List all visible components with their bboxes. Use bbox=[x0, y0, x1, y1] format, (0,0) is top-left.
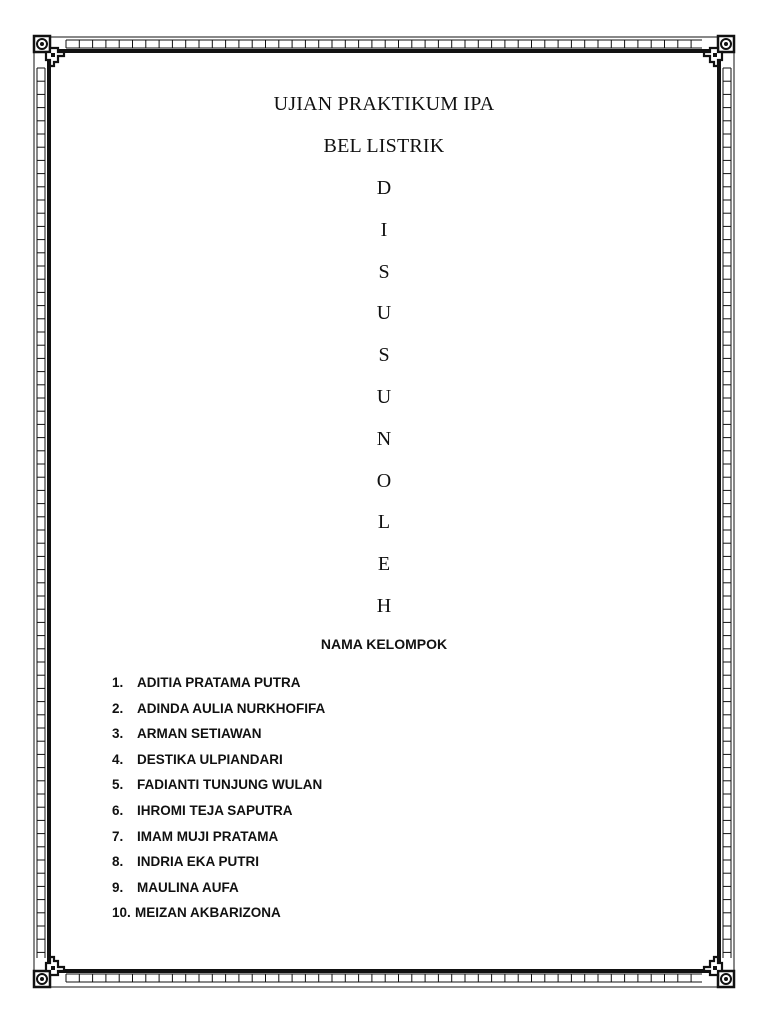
member-name: ADINDA AULIA NURKHOFIFA bbox=[137, 700, 326, 716]
member-name: INDRIA EKA PUTRI bbox=[137, 854, 260, 870]
vertical-letter: H bbox=[376, 594, 392, 617]
corner-ornament bbox=[704, 36, 734, 66]
vertical-letter: D bbox=[376, 177, 392, 199]
member-number: 6. bbox=[112, 802, 124, 818]
list-item bbox=[112, 853, 325, 879]
list-item bbox=[112, 904, 325, 930]
member-name: MEIZAN AKBARIZONA bbox=[135, 905, 281, 921]
vertical-letters bbox=[0, 176, 768, 636]
member-name: MAULINA AUFA bbox=[137, 879, 239, 895]
member-name: FADIANTI TUNJUNG WULAN bbox=[137, 777, 323, 793]
member-number: 2. bbox=[112, 700, 124, 716]
member-name: IMAM MUJI PRATAMA bbox=[137, 828, 279, 844]
group-heading: NAMA KELOMPOK bbox=[320, 636, 448, 652]
vertical-letter: I bbox=[380, 218, 388, 241]
member-number: 1. bbox=[112, 675, 124, 690]
vertical-letter: N bbox=[376, 427, 392, 450]
list-item bbox=[112, 879, 325, 905]
document-title: UJIAN PRAKTIKUM IPA bbox=[273, 93, 495, 115]
member-number: 4. bbox=[112, 751, 124, 767]
member-name: ARMAN SETIAWAN bbox=[137, 726, 262, 742]
member-number: 3. bbox=[112, 726, 124, 742]
list-item bbox=[112, 828, 325, 854]
corner-ornament bbox=[34, 957, 64, 987]
member-number: 10. bbox=[112, 905, 131, 921]
vertical-letter: S bbox=[378, 344, 390, 367]
corner-ornament bbox=[34, 36, 64, 66]
list-item bbox=[112, 751, 325, 777]
vertical-letter: O bbox=[376, 469, 392, 492]
vertical-letter: L bbox=[377, 511, 391, 534]
member-number: 9. bbox=[112, 879, 124, 895]
member-number: 8. bbox=[112, 854, 124, 870]
list-item bbox=[112, 776, 325, 802]
member-name: DESTIKA ULPIANDARI bbox=[137, 751, 283, 767]
vertical-letter: U bbox=[376, 302, 392, 325]
member-list bbox=[112, 674, 325, 930]
vertical-letter: E bbox=[377, 553, 391, 576]
list-item bbox=[112, 802, 325, 828]
member-number: 5. bbox=[112, 777, 124, 793]
member-name: ADITIA PRATAMA PUTRA bbox=[137, 675, 301, 690]
corner-ornament bbox=[704, 957, 734, 987]
vertical-letter: U bbox=[376, 385, 392, 408]
member-name: IHROMI TEJA SAPUTRA bbox=[137, 802, 293, 818]
member-number: 7. bbox=[112, 828, 124, 844]
vertical-letter: S bbox=[378, 260, 390, 283]
list-item bbox=[112, 674, 325, 700]
list-item bbox=[112, 700, 325, 726]
document-subtitle: BEL LISTRIK bbox=[323, 135, 445, 157]
list-item bbox=[112, 725, 325, 751]
